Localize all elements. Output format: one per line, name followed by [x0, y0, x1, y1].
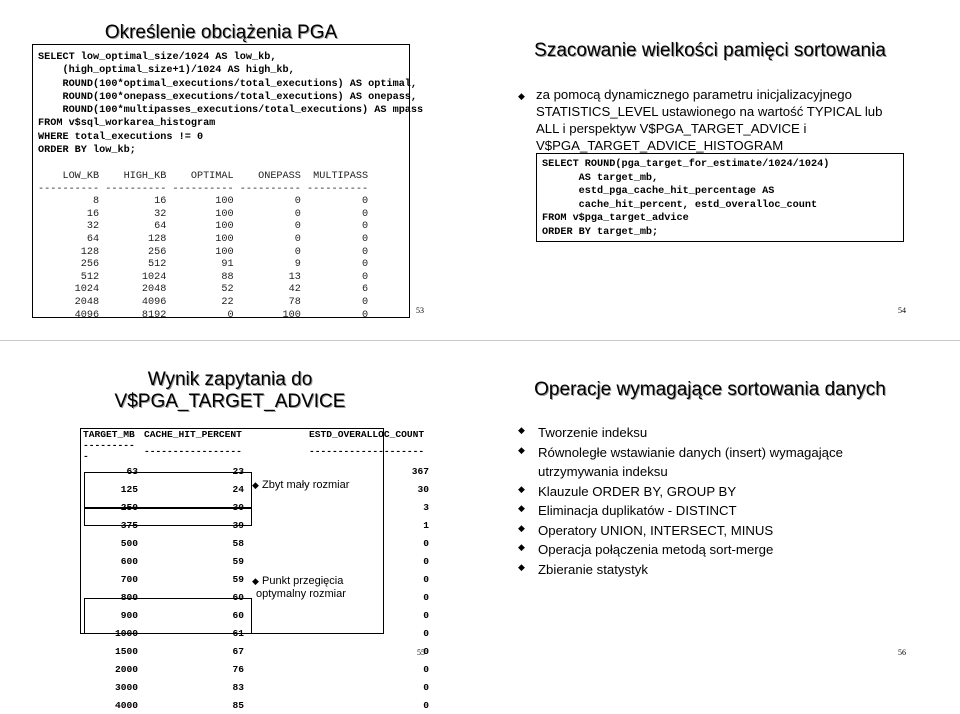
list-item [518, 423, 908, 443]
table-row [80, 552, 432, 570]
diamond-icon: ◆ [252, 576, 259, 586]
table-cell: 600 [120, 555, 138, 567]
sql-query: SELECT ROUND(pga_target_for_estimate/1024/1024) AS target_mb, estd_pga_cache_hit_percentage AS cache_hit_percent, estd_overalloc_count FROM v$pga_target_advice ORDER BY target_mb; [542, 159, 830, 238]
table-cell: 800 [120, 591, 138, 603]
table-cell: 3 [423, 501, 429, 513]
table-cell: 125 [120, 483, 138, 495]
table-cell: 500 [120, 537, 138, 549]
table-dash-row [80, 440, 432, 462]
list-item-text: Równoległe wstawianie danych (insert) wymagające utrzymywania indeksu [538, 444, 843, 479]
bullet-item [518, 86, 908, 154]
table-row [80, 678, 432, 696]
sql-code-box [536, 153, 904, 242]
table-cell: 0 [423, 645, 429, 657]
table-row [80, 642, 432, 660]
table-cell: 4000 [114, 699, 138, 711]
table-cell: 67 [232, 645, 244, 657]
table-cell: 0 [423, 663, 429, 675]
table-cell: 0 [423, 573, 429, 585]
table-cell: 367 [411, 465, 429, 477]
diamond-icon: ◆ [518, 483, 525, 494]
list-item [518, 560, 908, 580]
table-cell: 76 [232, 663, 244, 675]
list-item-text: Eliminacja duplikatów - DISTINCT [538, 503, 737, 518]
table-cell: 59 [232, 573, 244, 585]
table-cell: 85 [232, 699, 244, 711]
table-cell: 0 [423, 555, 429, 567]
table-header-row [80, 428, 432, 440]
page-number-54: 54 [898, 306, 906, 315]
table-row [80, 696, 432, 714]
bullet-list [518, 423, 908, 579]
bullet-text: za pomocą dynamicznego parametru inicjalizacyjnego STATISTICS_LEVEL ustawionego na wartość TYPICAL lub ALL i perspektyw V$PGA_TARGET_ADVICE i V$PGA_TARGET_ADVICE_HISTOGRAM [536, 87, 883, 153]
column-header: TARGET_MB [83, 428, 135, 440]
page-number-53: 53 [416, 306, 424, 315]
table-cell: 700 [120, 573, 138, 585]
table-cell: 0 [423, 699, 429, 711]
slide-separator [0, 340, 960, 341]
diamond-icon: ◆ [518, 91, 525, 101]
diamond-icon: ◆ [518, 522, 525, 533]
slide-55-title-line2: V$PGA_TARGET_ADVICE [114, 391, 346, 412]
table-cell: 2000 [114, 663, 138, 675]
table-cell: 0 [423, 609, 429, 621]
table-cell: 1 [423, 519, 429, 531]
page-number-55: 55 [417, 648, 425, 657]
slide-54-title: Szacowanie wielkości pamięci sortowania [534, 40, 886, 61]
table-cell: 60 [232, 591, 244, 603]
table-cell: 39 [232, 519, 244, 531]
table-cell: 83 [232, 681, 244, 693]
table-row [80, 660, 432, 678]
list-item [518, 540, 908, 560]
table-cell: 59 [232, 555, 244, 567]
table-cell: 1500 [114, 645, 138, 657]
list-item-text: Zbieranie statystyk [538, 561, 648, 577]
diamond-icon: ◆ [518, 542, 525, 552]
table-cell: 30 [232, 501, 244, 513]
note-text: Zbyt mały rozmiar [262, 479, 350, 491]
table-cell: 61 [232, 627, 244, 639]
diamond-icon: ◆ [518, 425, 525, 435]
list-item [518, 443, 908, 482]
list-item-text: Klauzule ORDER BY, GROUP BY [538, 483, 737, 499]
column-header: CACHE_HIT_PERCENT [144, 428, 242, 440]
list-item [518, 521, 908, 541]
sql-query: SELECT low_optimal_size/1024 AS low_kb, (high_optimal_size+1)/1024 AS high_kb, ROUND(100*optimal_executions/total_executions) AS optimal, ROUND(100*onepass_executions/total_executions) AS onepass, ROUND(100*multipasses_executions/total_executions) AS mpass FROM v$sql_workarea_histogram WHERE total_executions != 0 ORDER BY low_kb; [38, 52, 424, 157]
page-number-56: 56 [898, 648, 906, 657]
table-cell: 1000 [114, 627, 138, 639]
column-underline: ----------------- [144, 445, 242, 457]
diamond-icon: ◆ [518, 561, 525, 572]
table-cell: 24 [232, 483, 244, 495]
column-underline: ---------- [83, 440, 135, 462]
table-cell: 3000 [114, 681, 138, 693]
pga-advice-table [80, 428, 432, 714]
list-item [518, 482, 908, 502]
table-cell: 0 [423, 591, 429, 603]
table-cell: 60 [232, 609, 244, 621]
highlight-too-small [84, 472, 252, 508]
highlight-inflection [84, 598, 252, 634]
table-cell: 0 [423, 537, 429, 549]
table-cell: 63 [126, 465, 138, 477]
highlight-row-500 [84, 508, 252, 526]
note-inflection [252, 575, 346, 601]
table-row [80, 534, 432, 552]
diamond-icon: ◆ [518, 444, 525, 455]
slide-55-title-line1: Wynik zapytania do [147, 369, 313, 390]
slide-56-title: Operacje wymagające sortowania danych [534, 379, 886, 400]
table-cell: 900 [120, 609, 138, 621]
table-cell: 250 [120, 501, 138, 513]
note-text: Punkt przegięcia [262, 575, 344, 587]
list-item-text: Operacja połączenia metodą sort-merge [538, 542, 774, 557]
slide-53-title: Określenie obciążenia PGA [104, 22, 338, 43]
column-header: ESTD_OVERALLOC_COUNT [309, 428, 425, 440]
column-underline: -------------------- [309, 445, 425, 457]
table-cell: 0 [423, 681, 429, 693]
slide-55-title [60, 369, 400, 413]
note-too-small [252, 479, 349, 492]
list-item-text: Tworzenie indeksu [538, 425, 648, 440]
query-result-table: LOW_KB HIGH_KB OPTIMAL ONEPASS MULTIPASS ---------- ---------- ---------- ---------- ---------- 8 16 100 0 0 16 32 100 0 0 32 64 100 0 0 64 128 100 0 0 128 256 100 0 0 256 512 91 9 0 512 1024 88 13 0 1024 2048 52 42 6 2048 4096 22 78 0 4096 8192 0 100 0 [38, 171, 369, 321]
table-cell: 30 [417, 483, 429, 495]
list-item-text: Operatory UNION, INTERSECT, MINUS [538, 522, 774, 538]
table-cell: 58 [232, 537, 244, 549]
table-cell: 375 [120, 519, 138, 531]
table-cell: 0 [423, 627, 429, 639]
diamond-icon: ◆ [252, 480, 259, 490]
table-cell: 23 [232, 465, 244, 477]
note-text: optymalny rozmiar [256, 588, 346, 600]
list-item [518, 501, 908, 521]
diamond-icon: ◆ [518, 503, 525, 513]
